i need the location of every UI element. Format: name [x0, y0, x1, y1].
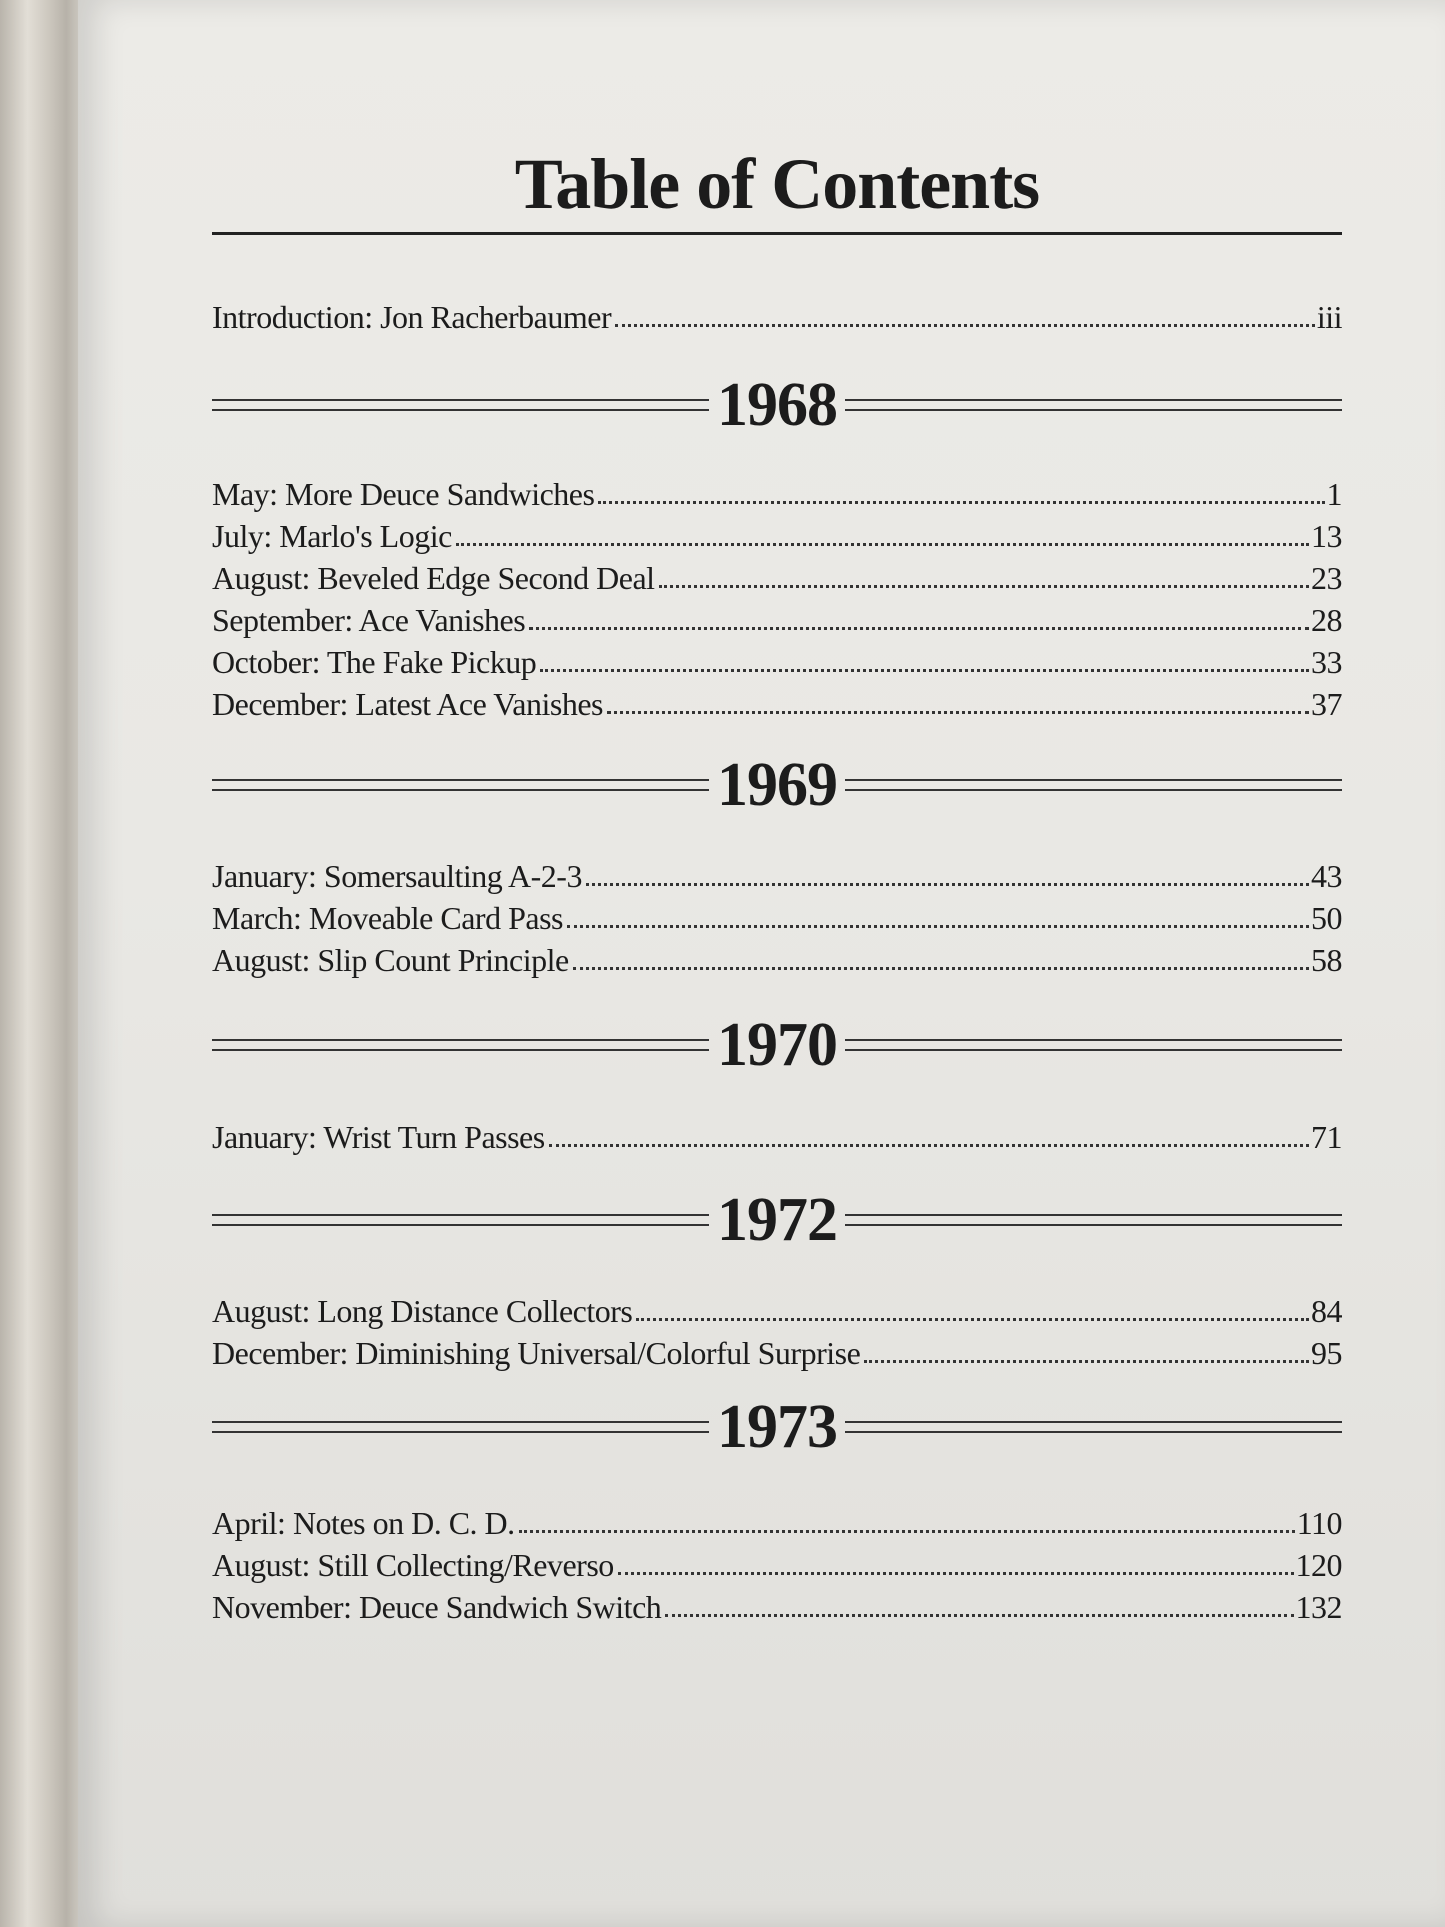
entry-title: December: Diminishing Universal/Colorful Surprise [212, 1335, 861, 1371]
toc-entry[interactable] [212, 1287, 1342, 1327]
double-rule-right [845, 1421, 1342, 1433]
double-rule-right [845, 1214, 1342, 1226]
entry-title: August: Long Distance Collectors [212, 1293, 633, 1329]
dot-leader [456, 543, 1309, 546]
year-heading-1968 [212, 372, 1342, 438]
toc-entry[interactable] [212, 638, 1342, 678]
entry-page-number: 28 [1311, 602, 1342, 638]
entry-page-number: 84 [1311, 1293, 1342, 1329]
year-heading-1972 [212, 1187, 1342, 1253]
dot-leader [636, 1318, 1309, 1321]
book-spine [0, 0, 78, 1927]
entry-title: Introduction: Jon Racherbaumer [212, 299, 612, 335]
entry-page-number: 37 [1311, 686, 1342, 722]
entry-page-number: 132 [1295, 1589, 1342, 1625]
entry-page-number: 33 [1311, 644, 1342, 680]
entry-title: May: More Deuce Sandwiches [212, 476, 595, 512]
toc-entry[interactable] [212, 470, 1342, 510]
dot-leader [615, 324, 1315, 327]
entry-title: April: Notes on D. C. D. [212, 1505, 515, 1541]
entry-page-number: 71 [1311, 1119, 1342, 1155]
double-rule-left [212, 1421, 709, 1433]
entry-page-number: 58 [1311, 942, 1342, 978]
dot-leader [864, 1360, 1309, 1363]
page-title: Table of Contents [514, 144, 1040, 224]
toc-entry[interactable] [212, 1583, 1342, 1623]
year-label: 1970 [717, 1011, 837, 1079]
entry-page-number: 43 [1311, 858, 1342, 894]
title-underline [212, 232, 1342, 235]
entry-title: August: Slip Count Principle [212, 942, 569, 978]
double-rule-left [212, 779, 709, 791]
toc-entry[interactable] [212, 554, 1342, 594]
toc-entry-introduction[interactable] [212, 293, 1342, 333]
toc-entry[interactable] [212, 894, 1342, 934]
book-page [78, 0, 1445, 1927]
double-rule-right [845, 399, 1342, 411]
entry-title: August: Still Collecting/Reverso [212, 1547, 614, 1583]
entry-title: March: Moveable Card Pass [212, 900, 563, 936]
dot-leader [598, 501, 1324, 504]
entry-page-number: 1 [1326, 476, 1342, 512]
entry-title: November: Deuce Sandwich Switch [212, 1589, 662, 1625]
toc-entry[interactable] [212, 596, 1342, 636]
dot-leader [573, 967, 1309, 970]
double-rule-right [845, 1039, 1342, 1051]
entry-page-number: 50 [1311, 900, 1342, 936]
entry-page-number: 13 [1311, 518, 1342, 554]
entry-page-number: 23 [1311, 560, 1342, 596]
entry-title: August: Beveled Edge Second Deal [212, 560, 655, 596]
entry-page-number: 120 [1295, 1547, 1342, 1583]
dot-leader [659, 585, 1309, 588]
year-label: 1972 [717, 1186, 837, 1254]
entry-title: October: The Fake Pickup [212, 644, 537, 680]
entry-title: January: Somersaulting A-2-3 [212, 858, 582, 894]
dot-leader [607, 711, 1309, 714]
dot-leader [519, 1530, 1295, 1533]
entry-page-number: 95 [1311, 1335, 1342, 1371]
toc-entry[interactable] [212, 1541, 1342, 1581]
toc-entry[interactable] [212, 852, 1342, 892]
toc-entry[interactable] [212, 1329, 1342, 1369]
year-heading-1969 [212, 752, 1342, 818]
double-rule-left [212, 399, 709, 411]
dot-leader [586, 883, 1309, 886]
toc-entry[interactable] [212, 1499, 1342, 1539]
dot-leader [618, 1572, 1294, 1575]
entry-page-number: 110 [1296, 1505, 1342, 1541]
dot-leader [529, 627, 1309, 630]
year-label: 1968 [717, 371, 837, 439]
entry-title: January: Wrist Turn Passes [212, 1119, 545, 1155]
entry-page-number: iii [1316, 299, 1342, 335]
double-rule-left [212, 1039, 709, 1051]
entry-title: September: Ace Vanishes [212, 602, 526, 638]
toc-entry[interactable] [212, 680, 1342, 720]
dot-leader [567, 925, 1309, 928]
toc-entry[interactable] [212, 936, 1342, 976]
year-heading-1973 [212, 1394, 1342, 1460]
year-label: 1969 [717, 751, 837, 819]
year-heading-1970 [212, 1012, 1342, 1078]
dot-leader [549, 1144, 1309, 1147]
toc-entry[interactable] [212, 1113, 1342, 1153]
entry-title: July: Marlo's Logic [212, 518, 452, 554]
entry-title: December: Latest Ace Vanishes [212, 686, 603, 722]
dot-leader [665, 1614, 1293, 1617]
double-rule-right [845, 779, 1342, 791]
double-rule-left [212, 1214, 709, 1226]
dot-leader [540, 669, 1309, 672]
toc-entry[interactable] [212, 512, 1342, 552]
year-label: 1973 [717, 1393, 837, 1461]
